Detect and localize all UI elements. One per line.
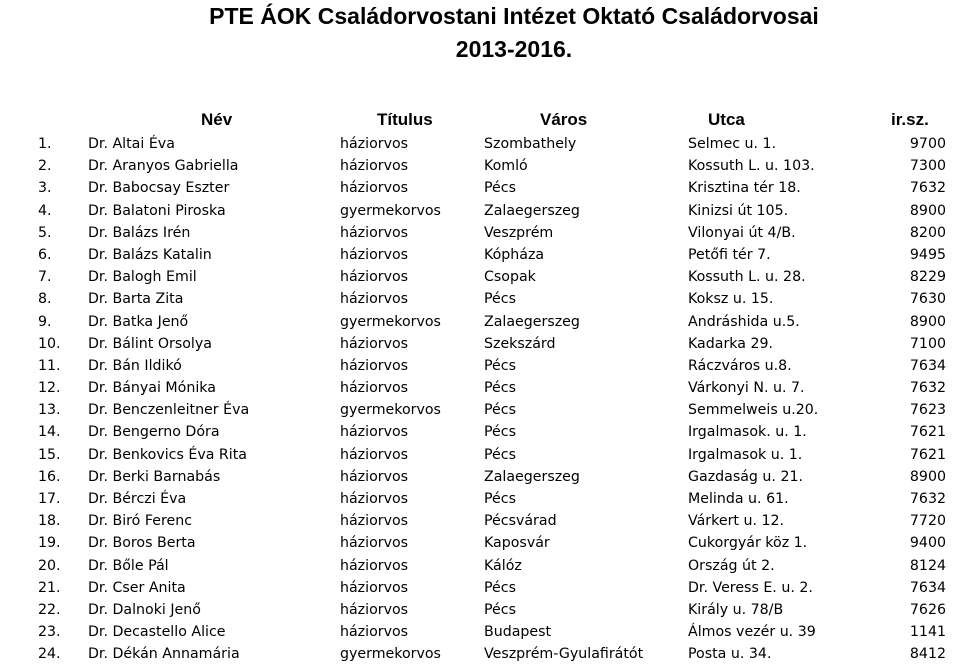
doctor-street: Ráczváros u.8. [688,357,792,374]
doctor-zip: 9700 [909,136,946,152]
doctor-title: háziorvos [340,579,409,596]
table-row [0,510,960,532]
table-row [0,177,960,199]
row-number: 13. [38,402,61,419]
doctor-zip: 8200 [909,224,946,241]
doctor-zip: 7634 [909,579,946,596]
row-number: 1. [38,136,52,152]
doctor-city: Pécs [484,579,516,596]
table-row [0,333,960,355]
doctor-name: Dr. Benczenleitner Éva [88,402,250,419]
doctor-name: Dr. Boros Berta [88,535,196,552]
doctor-title: háziorvos [340,357,409,374]
table-row [0,421,960,443]
doctor-title: háziorvos [340,180,409,197]
doctor-title: háziorvos [340,468,409,485]
doctor-street: Vilonyai út 4/B. [688,224,796,241]
header-zip: ir.sz. [891,110,929,129]
doctor-city: Pécs [484,291,516,308]
doctor-title: háziorvos [340,491,409,507]
row-number: 14. [38,424,61,441]
doctor-name: Dr. Altai Éva [88,136,175,152]
doctor-name: Dr. Balatoni Piroska [88,202,226,219]
table-row [0,311,960,333]
doctor-street: Dr. Veress E. u. 2. [688,579,813,596]
doctor-name: Dr. Bányai Mónika [88,380,216,397]
doctor-zip: 7720 [909,513,946,530]
document-subtitle-years: 2013-2016. [455,36,573,62]
doctor-title: gyermekorvos [340,313,441,330]
row-number: 5. [38,224,52,241]
doctor-city: Zalaegerszeg [484,202,580,219]
table-row [0,399,960,421]
row-number: 7. [38,269,52,286]
doctor-city: Pécs [484,357,516,374]
doctor-title: háziorvos [340,246,409,263]
doctor-street: Kossuth L. u. 103. [688,158,815,175]
doctor-title: háziorvos [340,224,409,241]
table-row [0,466,960,488]
doctor-zip: 8229 [909,269,946,286]
doctor-name: Dr. Bérczi Éva [88,491,187,507]
doctor-city: Veszprém-Gyulafirátót [484,646,644,663]
doctor-city: Szombathely [484,136,577,152]
table-row [0,222,960,244]
row-number: 3. [38,180,52,197]
doctor-title: háziorvos [340,535,409,552]
doctor-street: Koksz u. 15. [688,291,774,308]
doctor-title: háziorvos [340,380,409,397]
doctor-zip: 8900 [909,313,946,330]
doctor-zip: 7621 [909,446,946,463]
doctor-name: Dr. Berki Barnabás [88,468,221,485]
doctor-city: Kópháza [484,246,545,263]
row-number: 12. [38,380,61,397]
table-row [0,599,960,621]
doctor-city: Komló [484,158,528,175]
doctor-zip: 7632 [909,180,946,197]
doctor-zip: 7300 [909,158,946,175]
doctor-name: Dr. Dalnoki Jenő [88,601,201,618]
doctor-title: háziorvos [340,624,409,641]
table-row [0,532,960,554]
header-name: Név [201,110,233,129]
row-number: 23. [38,624,61,641]
doctor-zip: 7621 [909,424,946,441]
document-title: PTE ÁOK Családorvostani Intézet Oktató Családorvosai [209,3,819,29]
table-row [0,155,960,177]
row-number: 20. [38,557,61,574]
doctor-city: Pécsvárad [484,513,557,530]
row-number: 18. [38,513,61,530]
doctor-street: Irgalmasok u. 1. [688,446,803,463]
doctor-name: Dr. Babocsay Eszter [88,180,230,197]
doctor-street: Posta u. 34. [688,646,772,663]
doctor-city: Pécs [484,424,516,441]
doctor-name: Dr. Dékán Annamária [88,646,240,663]
row-number: 21. [38,579,61,596]
row-number: 8. [38,291,52,308]
doctor-street: Kadarka 29. [688,335,774,352]
doctor-zip: 9400 [909,535,946,552]
doctor-street: Kinizsi út 105. [688,202,789,219]
table-row [0,488,960,510]
row-number: 16. [38,468,61,485]
table-row [0,444,960,466]
doctor-city: Pécs [484,491,516,507]
doctor-zip: 8412 [909,646,946,663]
table-row [0,621,960,643]
doctor-street: Várkert u. 12. [688,513,785,530]
doctor-zip: 9495 [909,246,946,263]
doctor-street: Petőfi tér 7. [688,246,771,263]
doctor-title: gyermekorvos [340,202,441,219]
row-number: 22. [38,601,61,618]
table-row [0,555,960,577]
doctor-zip: 1141 [909,624,946,641]
doctor-zip: 7630 [909,291,946,308]
doctor-name: Dr. Balázs Katalin [88,246,212,263]
doctor-street: Kossuth L. u. 28. [688,269,806,286]
doctor-zip: 7626 [909,601,946,618]
doctor-zip: 8124 [909,557,946,574]
doctor-table-body [0,133,960,666]
doctor-city: Veszprém [484,224,554,241]
doctor-city: Kálóz [484,557,522,574]
doctor-title: háziorvos [340,136,409,152]
doctor-zip: 7632 [909,380,946,397]
doctor-name: Dr. Bőle Pál [88,557,169,574]
table-row [0,133,960,155]
row-number: 15. [38,446,61,463]
table-row [0,377,960,399]
doctor-zip: 7100 [909,335,946,352]
doctor-title: gyermekorvos [340,402,441,419]
doctor-street: Cukorgyár köz 1. [688,535,808,552]
row-number: 10. [38,335,61,352]
doctor-name: Dr. Balogh Emil [88,269,197,286]
row-number: 17. [38,491,61,507]
table-row [0,200,960,222]
doctor-name: Dr. Balázs Irén [88,224,191,241]
doctor-city: Szekszárd [484,335,556,352]
header-street: Utca [708,110,745,129]
doctor-city: Zalaegerszeg [484,313,580,330]
doctor-street: Király u. 78/B [688,601,784,618]
doctor-name: Dr. Benkovics Éva Rita [88,446,247,463]
doctor-title: háziorvos [340,424,409,441]
doctor-name: Dr. Aranyos Gabriella [88,158,239,175]
doctor-name: Dr. Cser Anita [88,579,186,596]
doctor-city: Zalaegerszeg [484,468,580,485]
row-number: 6. [38,246,52,263]
table-header [0,110,960,132]
table-row [0,643,960,665]
table-row [0,244,960,266]
doctor-title: háziorvos [340,513,409,530]
doctor-title: háziorvos [340,291,409,308]
table-row [0,355,960,377]
doctor-city: Pécs [484,446,516,463]
row-number: 11. [38,357,61,374]
doctor-title: háziorvos [340,601,409,618]
table-row [0,577,960,599]
doctor-street: Ország út 2. [688,557,775,574]
doctor-name: Dr. Bengerno Dóra [88,424,220,441]
doctor-street: Krisztina tér 18. [688,180,801,197]
doctor-name: Dr. Batka Jenő [88,313,189,330]
doctor-title: háziorvos [340,446,409,463]
doctor-street: Melinda u. 61. [688,491,789,507]
doctor-city: Pécs [484,380,516,397]
doctor-name: Dr. Bálint Orsolya [88,335,212,352]
doctor-zip: 7623 [909,402,946,419]
header-city: Város [540,110,588,129]
doctor-title: háziorvos [340,335,409,352]
doctor-zip: 7634 [909,357,946,374]
doctor-name: Dr. Barta Zita [88,291,184,308]
doctor-zip: 7632 [909,491,946,507]
table-row [0,288,960,310]
doctor-city: Pécs [484,601,516,618]
table-row [0,266,960,288]
doctor-city: Pécs [484,402,516,419]
doctor-city: Csopak [484,269,536,286]
row-number: 9. [38,313,52,330]
doctor-name: Dr. Biró Ferenc [88,513,193,530]
doctor-title: háziorvos [340,557,409,574]
doctor-street: Álmos vezér u. 39 [688,624,816,641]
doctor-zip: 8900 [909,202,946,219]
doctor-street: Irgalmasok. u. 1. [688,424,807,441]
doctor-title: háziorvos [340,269,409,286]
doctor-city: Budapest [484,624,552,641]
doctor-title: háziorvos [340,158,409,175]
row-number: 24. [38,646,61,663]
doctor-zip: 8900 [909,468,946,485]
doctor-city: Kaposvár [484,535,550,552]
doctor-name: Dr. Decastello Alice [88,624,226,641]
doctor-name: Dr. Bán Ildikó [88,357,182,374]
doctor-city: Pécs [484,180,516,197]
header-title: Títulus [377,110,433,129]
doctor-street: Semmelweis u.20. [688,402,819,419]
row-number: 19. [38,535,61,552]
doctor-street: Selmec u. 1. [688,136,777,152]
doctor-street: Andráshida u.5. [688,313,800,330]
row-number: 4. [38,202,52,219]
doctor-street: Gazdaság u. 21. [688,468,804,485]
doctor-title: gyermekorvos [340,646,441,663]
doctor-street: Várkonyi N. u. 7. [688,380,805,397]
row-number: 2. [38,158,52,175]
